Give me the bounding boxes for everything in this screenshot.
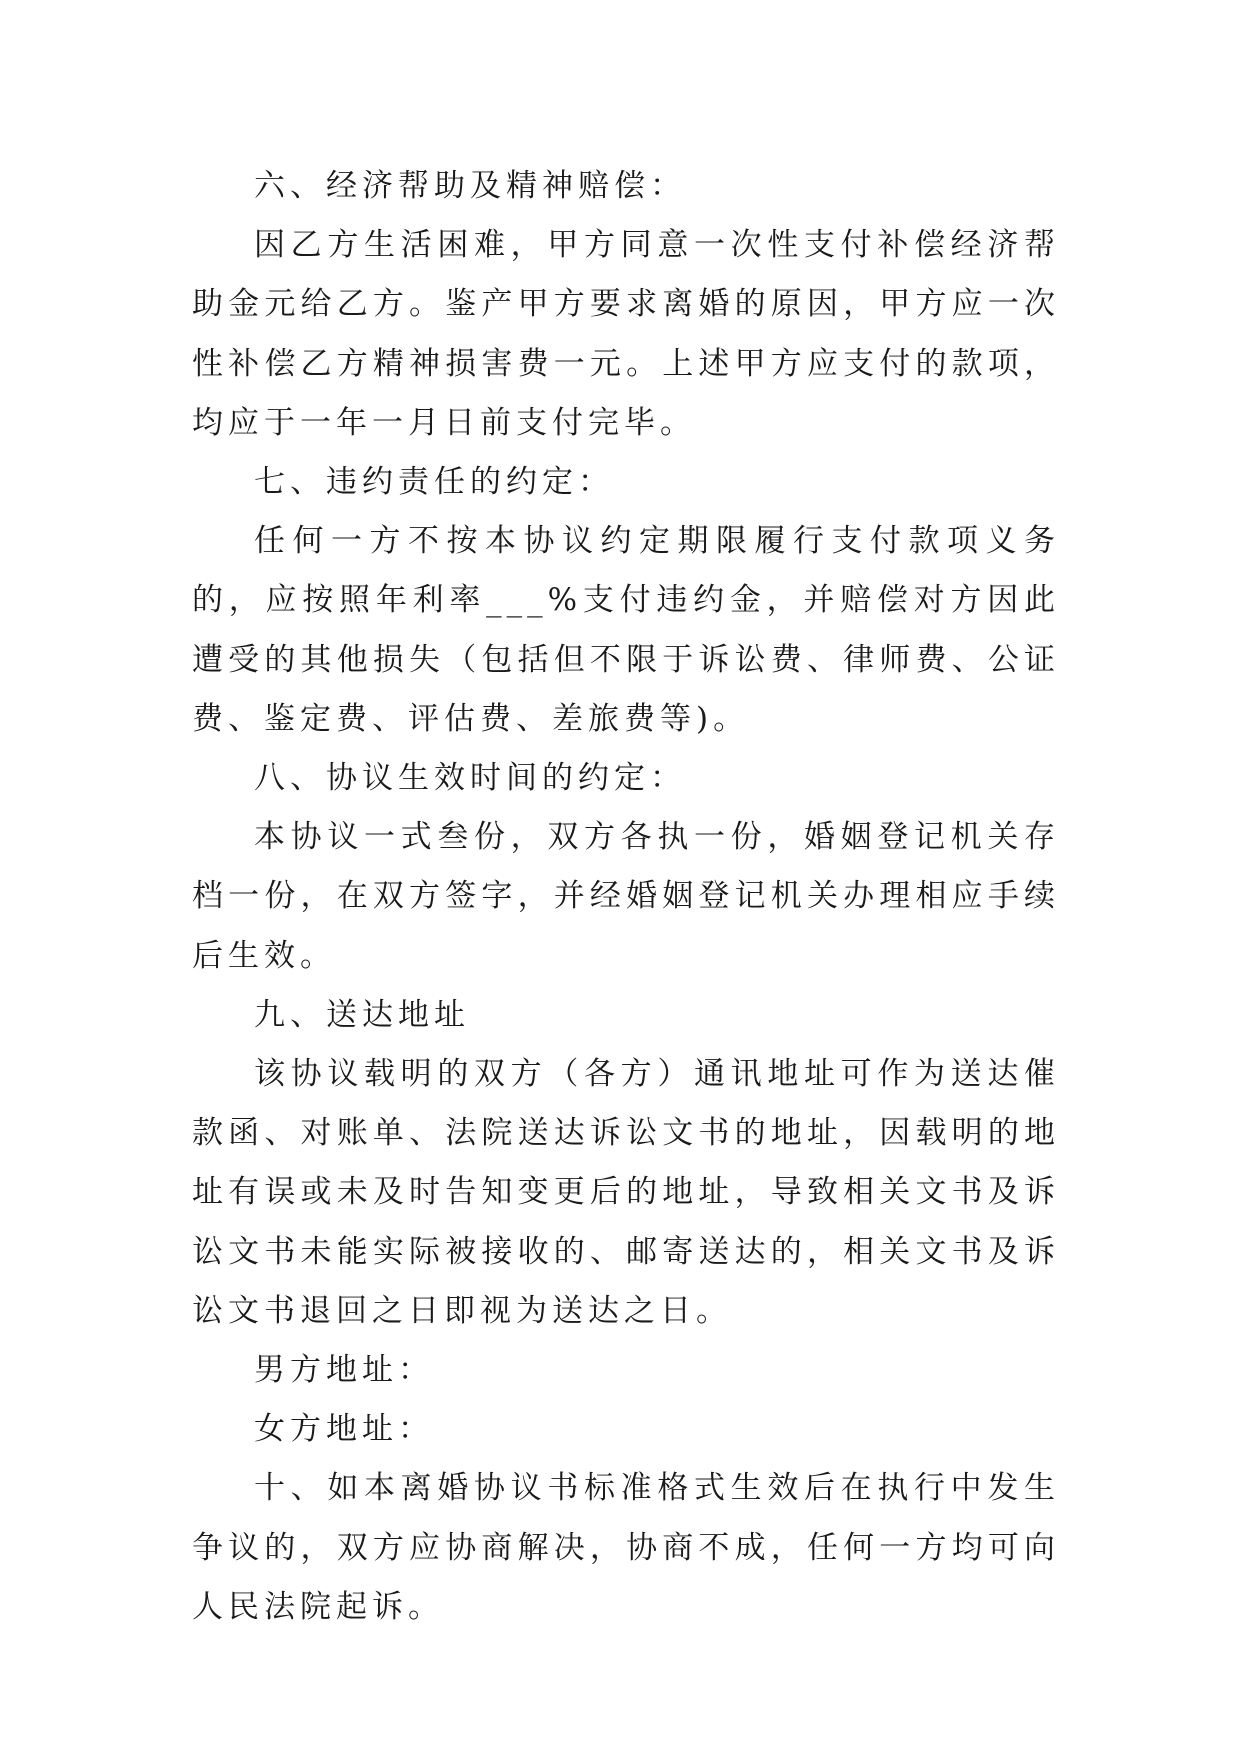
section-heading-9: 九、送达地址	[254, 996, 470, 1033]
section-heading-10: 十、如本离婚协议书标准格式生效后在执行中发生争议的，双方应协商解决，协商不成，任何一方均可向人民法院起诉。	[192, 1470, 1060, 1625]
document-body	[192, 157, 1060, 1637]
section-heading-7: 七、违约责任的约定：	[254, 464, 614, 501]
female-address-line: 女方地址：	[254, 1411, 434, 1448]
paragraph-service-address: 该协议载明的双方（各方）通讯地址可作为送达催款函、对账单、法院送达诉讼文书的地址，因载明的地址有误或未及时告知变更后的地址，导致相关文书及诉讼文书未能实际被接收的、邮寄送达的，相关文书及诉讼文书退回之日即视为送达之日。	[192, 1056, 1060, 1329]
section-heading-6: 六、经济帮助及精神赔偿：	[254, 168, 686, 204]
paragraph-breach-liability: 任何一方不按本协议约定期限履行支付款项义务的，应按照年利率___%支付违约金，并赔偿对方因此遭受的其他损失（包括但不限于诉讼费、律师费、公证费、鉴定费、评估费、差旅费等)。	[192, 523, 1060, 737]
male-address-line: 男方地址：	[254, 1352, 434, 1389]
paragraph-economic-assistance: 因乙方生活困难，甲方同意一次性支付补偿经济帮助金元给乙方。鉴产甲方要求离婚的原因，甲方应一次性补偿乙方精神损害费一元。上述甲方应支付的款项，均应于一年一月日前支付完毕。	[192, 227, 1060, 441]
section-heading-8: 八、协议生效时间的约定：	[254, 760, 686, 797]
paragraph-effective-time: 本协议一式叁份，双方各执一份，婚姻登记机关存档一份，在双方签字，并经婚姻登记机关办理相应手续后生效。	[192, 819, 1060, 974]
